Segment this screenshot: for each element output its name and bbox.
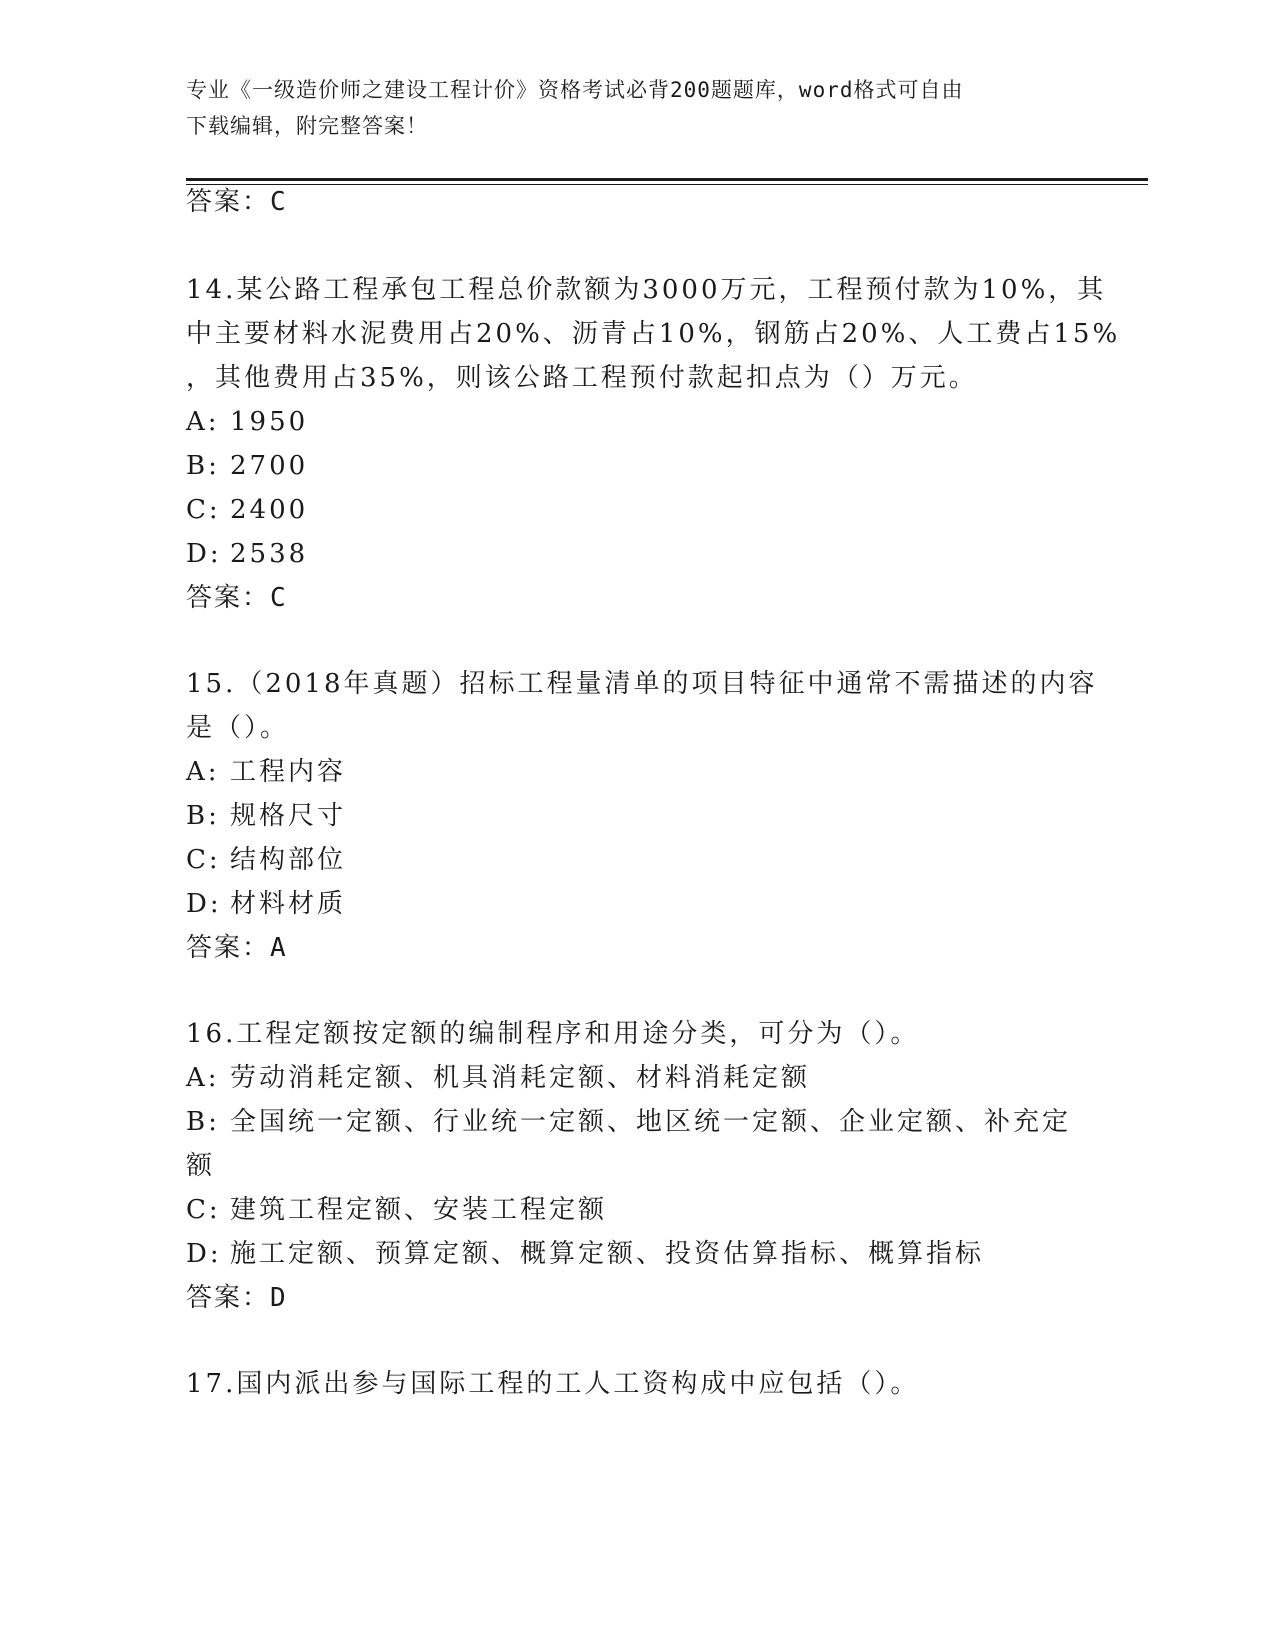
question-15-stem-line-1: 15.（2018年真题）招标工程量清单的项目特征中通常不需描述的内容 xyxy=(186,669,1098,699)
question-16-option-b xyxy=(186,1102,1071,1142)
question-14-answer xyxy=(186,578,288,618)
answer-value: C xyxy=(270,583,288,613)
option-label: B: xyxy=(186,801,220,831)
question-16-option-d xyxy=(186,1234,984,1274)
question-14-option-c xyxy=(186,490,308,530)
answer-value: D xyxy=(270,1283,288,1313)
option-label: A: xyxy=(186,757,220,787)
answer-label: 答案： xyxy=(186,583,271,613)
question-16-stem-line-1: 16.工程定额按定额的编制程序和用途分类，可分为（）。 xyxy=(186,1019,920,1049)
option-label: A: xyxy=(186,407,220,437)
question-14-option-d xyxy=(186,534,308,574)
option-text: 建筑工程定额、安装工程定额 xyxy=(230,1195,608,1225)
option-label: D: xyxy=(186,889,222,919)
option-label: B: xyxy=(186,451,220,481)
header-line-1: 专业《一级造价师之建设工程计价》资格考试必背200题题库，word格式可自由 xyxy=(186,78,964,102)
header-divider-thin xyxy=(186,184,1148,185)
option-label: D: xyxy=(186,539,222,569)
answer-line xyxy=(186,182,288,222)
option-label: D: xyxy=(186,1239,222,1269)
question-16-option-a xyxy=(186,1058,810,1098)
question-17-stem-line-1: 17.国内派出参与国际工程的工人工资构成中应包括（）。 xyxy=(186,1369,920,1399)
option-text: 结构部位 xyxy=(230,845,347,875)
answer-label: 答案： xyxy=(186,1283,271,1313)
question-15-stem-line-2: 是（）。 xyxy=(186,713,290,743)
header-divider-thick xyxy=(186,178,1148,181)
option-text: 工程内容 xyxy=(230,757,347,787)
answer-label: 答案： xyxy=(186,933,271,963)
option-text: 2700 xyxy=(230,451,309,481)
question-14-option-b xyxy=(186,446,308,486)
option-label: A: xyxy=(186,1063,220,1093)
option-label: C: xyxy=(186,845,221,875)
answer-value: C xyxy=(270,187,288,217)
question-16-option-c xyxy=(186,1190,607,1230)
option-text: 全国统一定额、行业统一定额、地区统一定额、企业定额、补充定 xyxy=(230,1107,1072,1137)
question-14-stem-line-3: ，其他费用占35%，则该公路工程预付款起扣点为（）万元。 xyxy=(186,363,978,393)
question-14-stem-line-2: 中主要材料水泥费用占20%、沥青占10%，钢筋占20%、人工费占15% xyxy=(186,319,1121,349)
option-text: 材料材质 xyxy=(230,889,347,919)
option-text: 1950 xyxy=(230,407,309,437)
question-14-stem-line-1: 14.某公路工程承包工程总价款额为3000万元，工程预付款为10%，其 xyxy=(186,275,1107,305)
option-text: 劳动消耗定额、机具消耗定额、材料消耗定额 xyxy=(230,1063,811,1093)
option-text: 2538 xyxy=(230,539,309,569)
question-15-answer xyxy=(186,928,288,968)
question-15-option-d xyxy=(186,884,346,924)
option-label: B: xyxy=(186,1107,220,1137)
question-16-answer xyxy=(186,1278,288,1318)
option-text: 规格尺寸 xyxy=(230,801,347,831)
option-label: C: xyxy=(186,495,221,525)
option-text: 2400 xyxy=(230,495,309,525)
option-label: C: xyxy=(186,1195,221,1225)
page-header xyxy=(186,72,1066,144)
question-15-option-c xyxy=(186,840,346,880)
answer-value: A xyxy=(270,933,288,963)
question-15-option-b xyxy=(186,796,346,836)
header-line-2: 下载编辑，附完整答案！ xyxy=(186,114,428,138)
question-15-option-a xyxy=(186,752,346,792)
question-14-option-a xyxy=(186,402,308,442)
answer-label: 答案： xyxy=(186,187,271,217)
question-16-option-b-continuation: 额 xyxy=(186,1151,216,1181)
option-text: 施工定额、预算定额、概算定额、投资估算指标、概算指标 xyxy=(230,1239,985,1269)
